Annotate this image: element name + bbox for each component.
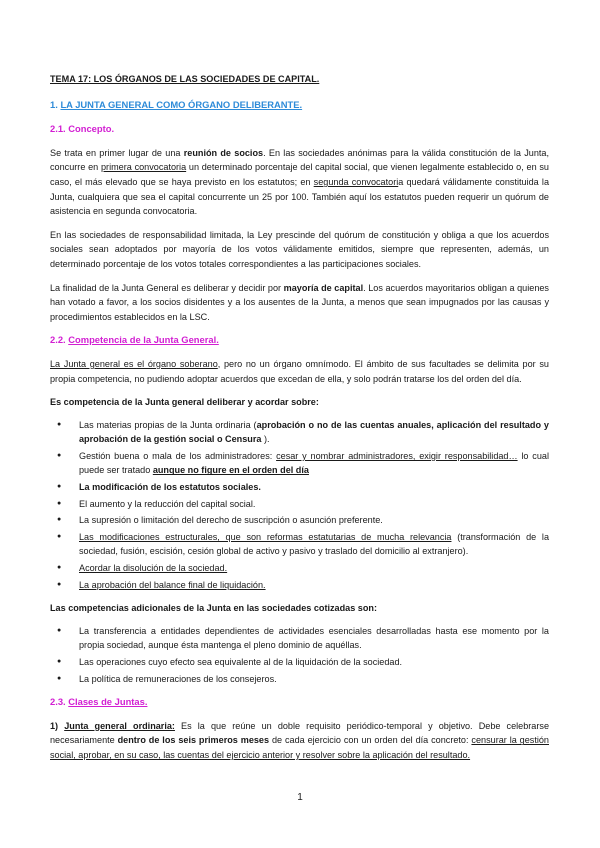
text-run: un determinado porcentaje del capital social, que vienen legalmente establecido o, en su caso, el más elevado que se haya previsto en los estatutos; en — [50, 162, 549, 187]
bold-underlined-text: aunque no figure en el orden del día — [152, 465, 309, 476]
list-item: ● La supresión o limitación del derecho de suscripción o asunción preferente. — [50, 513, 549, 528]
list-item — [50, 418, 549, 447]
list-item: ● La modificación de los estatutos sociales. — [50, 480, 549, 495]
text-run: de cada ejercicio con un orden del día concreto: — [269, 735, 472, 746]
subsection-heading-competencia — [50, 333, 549, 348]
bold-text: aprobación o no de las cuentas anuales, aplicación del resultado y aprobación de la gestión social o Censura — [79, 419, 549, 445]
text-run: Gestión buena o mala de los administradores: — [79, 450, 277, 461]
bold-text: mayoría de capital — [283, 282, 364, 293]
text-run: . Los acuerdos mayoritarios obligan a quienes han votado a favor, a los socios disidentes y a los ausentes de la Junta, a menos que sean impugnados por las causas y procedimientos establecidos en la LSC. — [50, 282, 549, 322]
list-item: ● El aumento y la reducción del capital social. — [50, 497, 549, 512]
section-number: 2.3. — [50, 696, 69, 708]
list-item: ● La transferencia a entidades dependientes de actividades esenciales desarrolladas hasta ese momento por la propia sociedad, aunque ésta mantenga el pleno dominio de aquéllas. — [50, 624, 549, 653]
section-title: LA JUNTA GENERAL COMO ÓRGANO DELIBERANTE. — [60, 98, 303, 110]
document-body — [50, 72, 549, 772]
underlined-text: censurar la gestión social, aprobar, en su caso, las cuentas del ejercicio anterior y resolver sobre la aplicación del resultado. — [50, 735, 549, 760]
underlined-text: La Junta general es el órgano soberano — [50, 358, 218, 369]
item-number: 1) — [50, 720, 59, 731]
defined-term: Junta general ordinaria: — [64, 720, 175, 731]
text-run: ). — [261, 434, 270, 445]
cotizadas-list — [50, 624, 549, 686]
section-heading-1 — [50, 98, 549, 113]
competencias-list — [50, 418, 549, 593]
list-item: ● Acordar la disolución de la sociedad. — [50, 561, 549, 576]
list-item — [50, 449, 549, 478]
text-run: Las materias propias de la Junta ordinaria ( — [79, 419, 257, 430]
text-run: La finalidad de la Junta General es deliberar y decidir por — [50, 282, 284, 293]
underlined-text: segunda convocatori — [313, 176, 399, 187]
paragraph-srl: En las sociedades de responsabilidad limitada, la Ley prescinde del quórum de constitución y obliga a que los acuerdos sociales sean adoptados por mayoría de los votos válidamente emitidos, siempre que representen, además, un determinado porcentaje de los votos totales correspondientes a las participaciones sociales. — [50, 229, 549, 269]
underlined-text: primera convocatoria — [101, 162, 187, 173]
paragraph-organo-soberano — [50, 357, 549, 386]
list-lead-competencias: Es competencia de la Junta general deliberar y acordar sobre: — [50, 397, 319, 408]
section-number: 2.2. — [50, 334, 69, 346]
subsection-heading-concepto: 2.1. Concepto. — [50, 123, 115, 135]
text-run: Es la que reúne un doble requisito periódico-temporal y objetivo. Debe celebrarse necesariamente — [50, 720, 549, 746]
list-item: ● La política de remuneraciones de los consejeros. — [50, 672, 549, 687]
text-run: lo cual puede ser tratado — [79, 450, 549, 476]
list-item: ● Las operaciones cuyo efecto sea equivalente al de la liquidación de la sociedad. — [50, 655, 549, 670]
section-title: Clases de Juntas. — [68, 696, 148, 708]
text-run: . En las sociedades anónimas para la válida constitución de la Junta, concurre en — [50, 147, 549, 173]
text-run: Se trata en primer lugar de una — [50, 147, 184, 158]
paragraph-junta-ordinaria — [50, 719, 549, 763]
paragraph-reunion-socios — [50, 146, 549, 219]
bold-text: reunión de socios — [183, 147, 264, 158]
section-number: 1. — [50, 98, 61, 110]
section-title: Competencia de la Junta General. — [68, 334, 219, 346]
underlined-text: Las modificaciones estructurales, que son reformas estatutarias de mucha relevancia — [79, 531, 452, 542]
text-run: (transformación de la sociedad, fusión, escisión, cesión global de activo y pasivo y traslado del domicilio al extranjero). — [79, 531, 549, 557]
page-number: 1 — [297, 792, 303, 803]
paragraph-finalidad — [50, 281, 549, 325]
bold-text: dentro de los seis primeros meses — [117, 735, 270, 746]
list-item: ● La aprobación del balance final de liquidación. — [50, 578, 549, 593]
list-item — [50, 530, 549, 559]
underlined-text: cesar y nombrar administradores, exigir responsabilidad… — [276, 450, 518, 461]
document-title: TEMA 17: LOS ÓRGANOS DE LAS SOCIEDADES DE CAPITAL. — [50, 74, 320, 84]
subsection-heading-clases — [50, 695, 549, 710]
list-lead-cotizadas: Las competencias adicionales de la Junta en las sociedades cotizadas son: — [50, 603, 377, 614]
text-run: a quedará válidamente constituida la Junta, cualquiera que sea el capital concurrente un 25 por 100. También aquí los estatutos pueden requerir un quórum de asistencia en segunda convocatoria. — [50, 176, 549, 217]
text-run: , pero no un órgano omnímodo. El ámbito de sus facultades se delimita por su propia competencia, no pudiendo adoptar acuerdos que excedan de ella, y solo podrán tratarse los del orden del día. — [50, 358, 549, 384]
